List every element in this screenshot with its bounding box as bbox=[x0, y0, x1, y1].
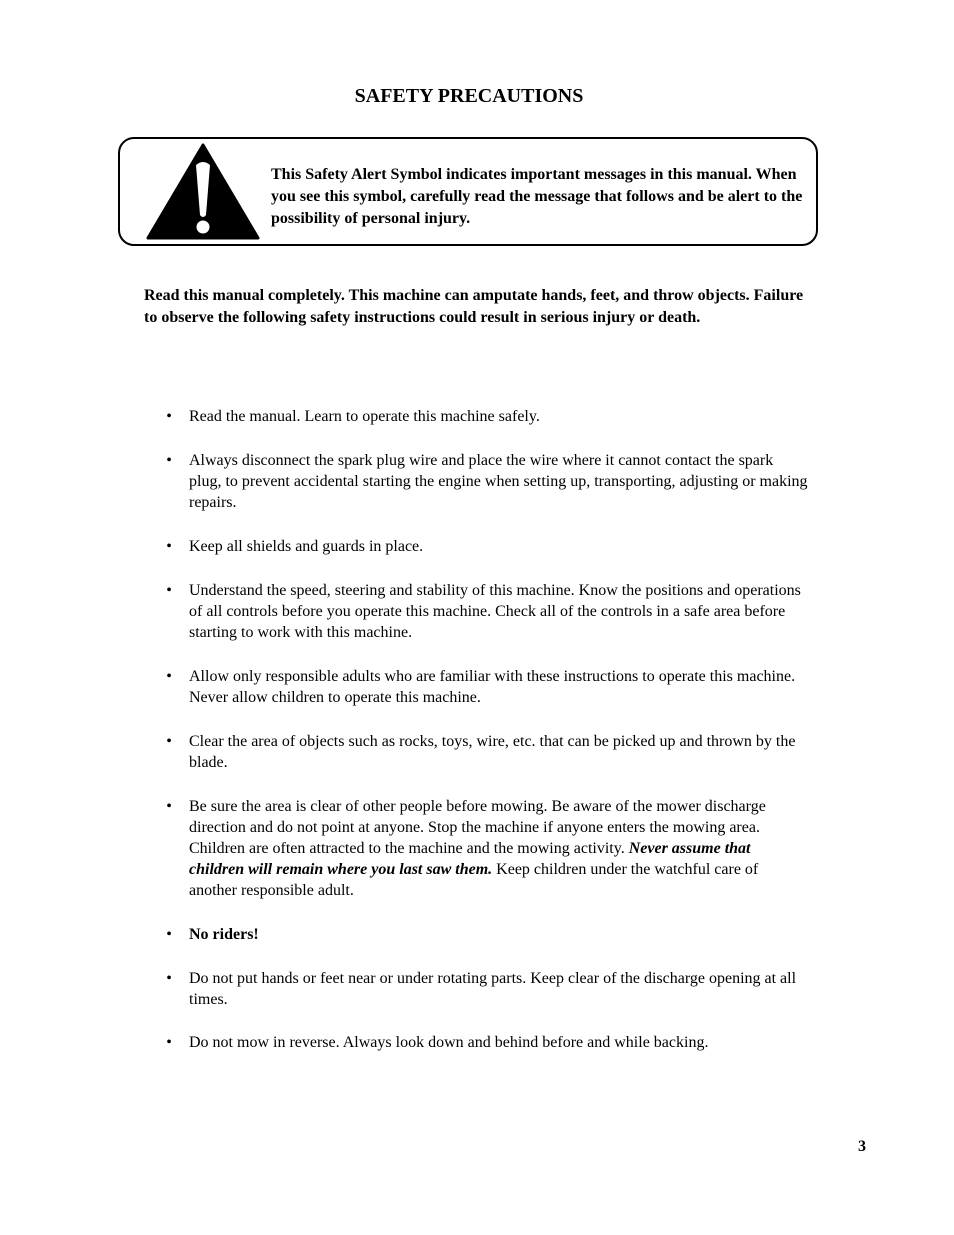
list-item-text: Always disconnect the spark plug wire and place the wire where it cannot contact the spark plug, to prevent accidental starting the engine when setting up, transporting, adjusting or making repairs. bbox=[189, 452, 808, 511]
page-title: SAFETY PRECAUTIONS bbox=[354, 85, 584, 107]
bullet-marker: • bbox=[166, 926, 172, 943]
bullet-marker: • bbox=[166, 798, 172, 815]
intro-warning: Read this manual completely. This machine can amputate hands, feet, and throw objects. Failure to observe the following safety instructions could result in serious injury or death. bbox=[144, 287, 804, 326]
list-item bbox=[166, 968, 809, 1010]
list-item bbox=[166, 796, 809, 901]
list-item bbox=[166, 580, 809, 643]
list-item bbox=[166, 406, 809, 427]
list-item-text: Allow only responsible adults who are familiar with these instructions to operate this machine. Never allow children to operate this machine. bbox=[189, 668, 796, 706]
list-item-emphasis: Never assume that children will remain where you last saw them. bbox=[189, 840, 751, 878]
bullet-marker: • bbox=[166, 733, 172, 750]
list-item-text: Keep all shields and guards in place. bbox=[189, 538, 424, 555]
exclamation-triangle-icon bbox=[146, 143, 260, 240]
list-item bbox=[166, 450, 809, 513]
list-item bbox=[166, 731, 809, 773]
list-item-text: Read the manual. Learn to operate this machine safely. bbox=[189, 408, 540, 425]
list-item bbox=[166, 924, 809, 945]
bullet-marker: • bbox=[166, 970, 172, 987]
list-item-text: Understand the speed, steering and stability of this machine. Know the positions and operations of all controls before you operate this machine. Check all of the controls in a safe area before starting to work with this machine. bbox=[189, 582, 801, 641]
bullet-marker: • bbox=[166, 452, 172, 469]
bullet-marker: • bbox=[166, 408, 172, 425]
list-item-text: Clear the area of objects such as rocks, toys, wire, etc. that can be picked up and thrown by the blade. bbox=[189, 733, 796, 771]
list-item bbox=[166, 666, 809, 708]
bullet-marker: • bbox=[166, 1034, 172, 1051]
list-item-text: Be sure the area is clear of other people before mowing. Be aware of the mower discharge direction and do not point at anyone. Stop the machine if anyone enters the mowing area. Children are often attracted to the machine and the mowing activity. bbox=[189, 798, 766, 857]
bullet-marker: • bbox=[166, 582, 172, 599]
list-item bbox=[166, 536, 809, 557]
list-item-text: Keep children under the watchful care of another responsible adult. bbox=[189, 861, 759, 899]
list-item bbox=[166, 1032, 829, 1053]
bullet-marker: • bbox=[166, 538, 172, 555]
safety-alert-box bbox=[118, 137, 818, 246]
list-item-text: No riders! bbox=[189, 926, 259, 943]
page-number: 3 bbox=[858, 1138, 866, 1155]
alert-message: This Safety Alert Symbol indicates important messages in this manual. When you see this symbol, carefully read the message that follows and be alert to the possibility of personal injury. bbox=[271, 166, 803, 227]
list-item-text: Do not mow in reverse. Always look down and behind before and while backing. bbox=[189, 1034, 709, 1051]
bullet-marker: • bbox=[166, 668, 172, 685]
list-item-text: Do not put hands or feet near or under rotating parts. Keep clear of the discharge opening at all times. bbox=[189, 970, 797, 1008]
